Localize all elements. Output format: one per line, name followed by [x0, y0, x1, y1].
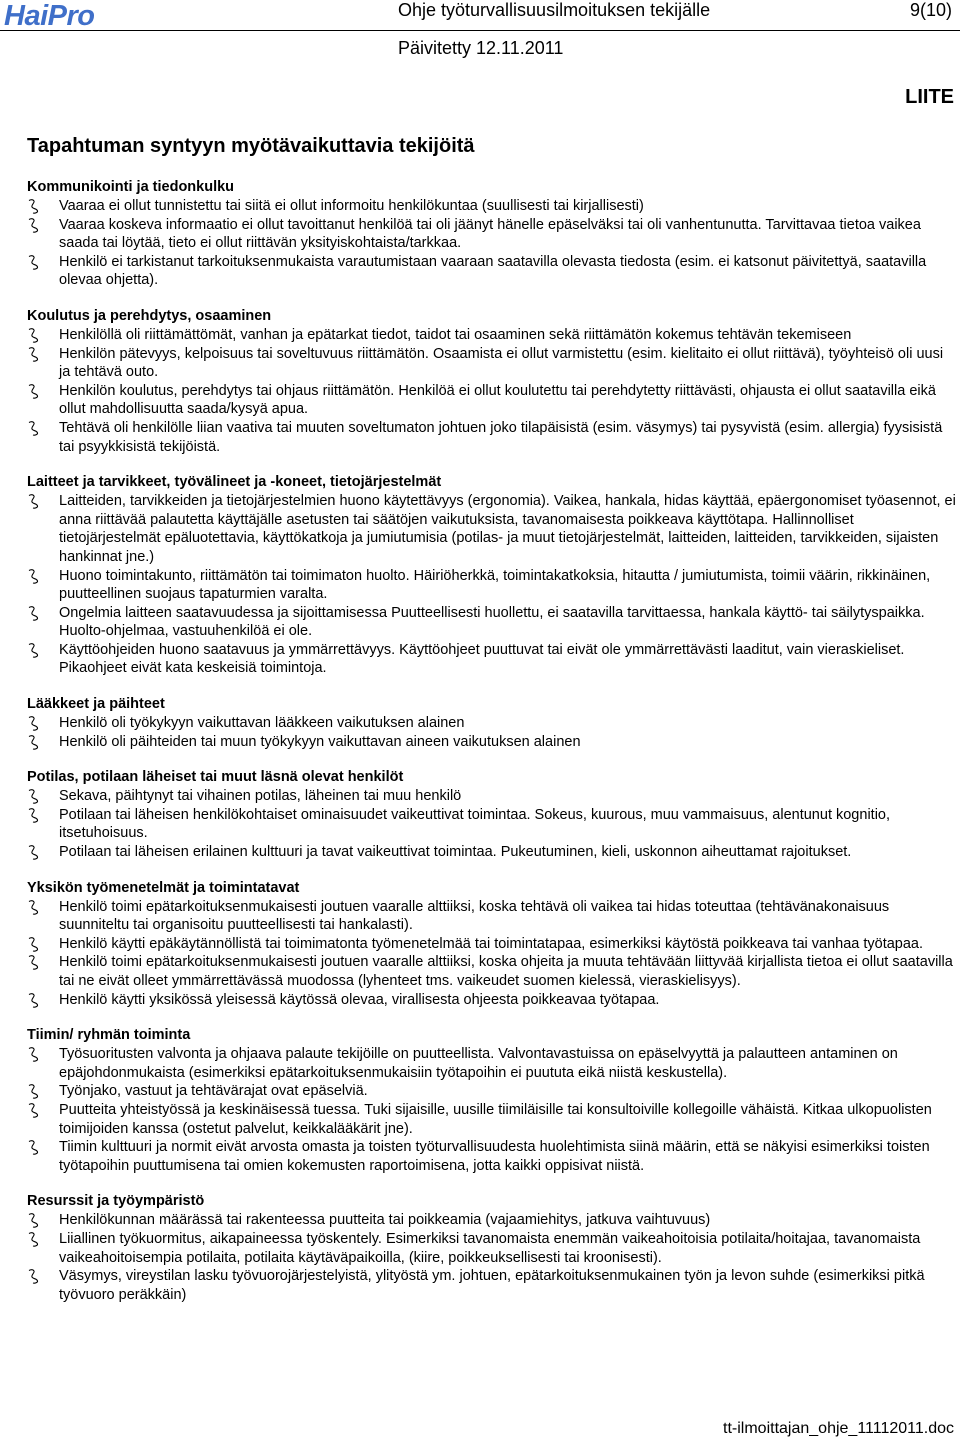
list-item: [27, 197, 957, 216]
list-item: [27, 567, 957, 604]
list-item: [27, 714, 957, 733]
quill-bullet-icon: [28, 1084, 39, 1099]
list-item-text: Henkilö käytti epäkäytännöllistä tai toimimatonta työmenetelmää tai toimintatapaa, esimerkiksi käytöstä poikkeava tai vanhaa työtapaa.: [59, 935, 924, 952]
list-item-text: Henkilö toimi epätarkoituksenmukaisesti joutuen vaaralle alttiiksi, koska tehtävä oli vaikea tai hidas toteuttaa (tehtävänakonaisuus suunniteltu tai organisoitu puutteellisesti tai hankalasti).: [59, 898, 890, 934]
list-item: [27, 787, 957, 806]
bullet-list: [27, 714, 957, 751]
list-item: [27, 991, 957, 1010]
list-item-text: Väsymys, vireystilan lasku työvuorojärjestelyistä, ylityöstä ym. johtuen, epätarkoituksenmukainen työn ja levon suhde (esimerkiksi pitkä työvuoro peräkkäin): [59, 1268, 925, 1303]
list-item-text: Puutteita yhteistyössä ja keskinäisessä tuessa. Tuki sijaisille, uusille tiimiläisille tai konsultoiville kollegoille vähäistä. Kitkaa ulkopuolisten toimijoiden kanssa (ostetut palvelut, keikkalääkärit jne).: [59, 1101, 932, 1137]
list-item: [27, 345, 957, 382]
list-item: [27, 216, 957, 253]
list-item-text: Työnjako, vastuut ja tehtävärajat ovat epäselviä.: [59, 1083, 368, 1100]
quill-bullet-icon: [28, 937, 39, 952]
section-heading: Resurssit ja työympäristö: [27, 1193, 205, 1210]
bullet-list: [27, 898, 957, 1010]
section: [27, 695, 957, 751]
page-number: 9(10): [909, 0, 952, 20]
list-item: [27, 492, 957, 566]
quill-bullet-icon: [28, 328, 39, 343]
quill-bullet-icon: [28, 955, 39, 970]
section: [27, 1192, 957, 1304]
list-item: [27, 419, 957, 456]
page-title: Tapahtuman syntyyn myötävaikuttavia tekijöitä: [27, 135, 475, 157]
section-heading: Laitteet ja tarvikkeet, työvälineet ja -koneet, tietojärjestelmät: [27, 474, 442, 491]
list-item-text: Henkilö toimi epätarkoituksenmukaisesti joutuen vaaralle alttiiksi, koska ohjeita ja muuta tehtävään liittyvää kirjallista tietoa ei ollut saatavilla tai ne eivät olleet ymmärrettävässä muodossa (lyhenteet tms. vaikeudet suomen kielessä, vieraskielisyys).: [59, 954, 953, 989]
section-heading: Potilas, potilaan läheiset tai muut läsnä olevat henkilöt: [27, 769, 404, 786]
list-item-text: Henkilön koulutus, perehdytys tai ohjaus riittämätön. Henkilöä ei ollut koulutettu tai perehdytetty riittävästi, ohjausta ei ollut saatavilla eikä ollut mahdollisuutta saada/kysyä apua.: [59, 382, 936, 418]
section: [27, 178, 957, 290]
content: [27, 178, 957, 1321]
list-item: [27, 326, 957, 345]
document-title: Ohje työturvallisuusilmoituksen tekijälle: [398, 0, 711, 20]
section-heading: Tiimin/ ryhmän toiminta: [27, 1027, 191, 1044]
section: [27, 768, 957, 861]
header-divider: [0, 30, 960, 31]
bullet-list: [27, 492, 957, 678]
list-item: [27, 953, 957, 990]
quill-bullet-icon: [28, 993, 39, 1008]
list-item-text: Henkilö oli päihteiden tai muun työkykyyn vaikuttavan aineen vaikutuksen alainen: [59, 733, 581, 750]
quill-bullet-icon: [28, 199, 39, 214]
list-item-text: Henkilö käytti yksikössä yleisessä käytössä olevaa, virallisesta ohjeesta poikkeavaa työtapaa.: [59, 991, 660, 1008]
quill-bullet-icon: [28, 606, 39, 621]
list-item-text: Henkilökunnan määrässä tai rakenteessa puutteita tai poikkeamia (vajaamiehitys, jatkuva vaihtuvuus): [59, 1212, 711, 1229]
quill-bullet-icon: [28, 421, 39, 436]
list-item: [27, 641, 957, 678]
list-item: [27, 1138, 957, 1175]
list-item-text: Tehtävä oli henkilölle liian vaativa tai muuten soveltumaton johtuen joko tilapäisistä (esim. väsymys) tai pysyvistä (esim. allergia) fyysisistä tai psyykkisistä tekijöistä.: [59, 419, 943, 455]
updated-date: Päivitetty 12.11.2011: [398, 38, 564, 58]
quill-bullet-icon: [28, 845, 39, 860]
list-item-text: Henkilön pätevyys, kelpoisuus tai soveltuvuus riittämätön. Osaamista ei ollut varmistettu (esim. kielitaito ei ollut riittävä), työyhteisö oli uusi ja tehtävä outo.: [59, 345, 944, 381]
list-item: [27, 1101, 957, 1138]
list-item-text: Potilaan tai läheisen henkilökohtaiset ominaisuudet vaikeuttivat toimintaa. Sokeus, kuurous, muu vammaisuus, alentunut kognitio, itsetuhoisuus.: [59, 806, 891, 842]
quill-bullet-icon: [28, 384, 39, 399]
haipro-logo: HaiPro: [4, 0, 95, 32]
quill-bullet-icon: [28, 255, 39, 270]
list-item-text: Vaaraa koskeva informaatio ei ollut tavoittanut henkilöä tai oli jäänyt hänelle epäselväksi tai oli vanhentunutta. Tarvittavaa tietoa vaikea saada tai löytää, tieto ei ollut riittävän yksityiskohtaista/tarkkaa.: [59, 216, 921, 252]
list-item-text: Työsuoritusten valvonta ja ohjaava palaute tekijöille on puutteellista. Valvontavastuissa on epäselvyyttä ja palautteen antaminen on epäjohdonmukaista (esimerkiksi epätarkoituksenmukaisiin työtapoihin ei puututa eikä niistä keskustella).: [59, 1046, 898, 1081]
section-heading: Koulutus ja perehdytys, osaaminen: [27, 307, 272, 324]
section: [27, 307, 957, 456]
list-item: [27, 733, 957, 752]
quill-bullet-icon: [28, 789, 39, 804]
section-heading: Kommunikointi ja tiedonkulku: [27, 179, 235, 195]
quill-bullet-icon: [28, 1269, 39, 1284]
list-item-text: Laitteiden, tarvikkeiden ja tietojärjestelmien huono käytettävyys (ergonomia). Vaikea, hankala, hidas käyttää, epäergonomiset työasennot, ei anna riittävää palautetta käyttäjälle asetusten tai säätöjen vaikutuksista, tavanomaisesta poikkeava käyttötapa. Hallinnolliset tietojärjestelmät epäluotettavia, käyttökatkoja ja jumiutumisia (potilas- ja muut tietojärjestelmät, laitteiden, laitteiden, tarvikkeiden, sijaisten hankinnat jne.): [59, 493, 956, 565]
list-item-text: Käyttöohjeiden huono saatavuus ja ymmärrettävyys. Käyttöohjeet puuttuvat tai eivät ole ymmärrettävästi laaditut, vain vieraskieliset. Pikaohjeet eivät kata keskeisiä toimintoja.: [59, 641, 905, 677]
bullet-list: [27, 1211, 957, 1304]
list-item-text: Henkilöllä oli riittämättömät, vanhan ja epätarkat tiedot, taidot tai osaaminen sekä riittämätön kokemus tehtävän tekemiseen: [59, 326, 852, 343]
quill-bullet-icon: [28, 716, 39, 731]
list-item-text: Henkilö oli työkykyyn vaikuttavan lääkkeen vaikutuksen alainen: [59, 715, 465, 732]
list-item-text: Potilaan tai läheisen erilainen kulttuuri ja tavat vaikeuttivat toimintaa. Pukeutuminen, kieli, uskonnon aiheuttamat rajoitukset.: [59, 844, 852, 861]
quill-bullet-icon: [28, 808, 39, 823]
list-item: [27, 1211, 957, 1230]
list-item: [27, 806, 957, 843]
quill-bullet-icon: [28, 643, 39, 658]
bullet-list: [27, 326, 957, 456]
quill-bullet-icon: [28, 1140, 39, 1155]
quill-bullet-icon: [28, 347, 39, 362]
quill-bullet-icon: [28, 1232, 39, 1247]
list-item: [27, 1230, 957, 1267]
section-heading: Lääkkeet ja päihteet: [27, 696, 165, 713]
quill-bullet-icon: [28, 735, 39, 750]
list-item-text: Huono toimintakunto, riittämätön tai toimimaton huolto. Häiriöherkkä, toimintakatkoksia, hitautta / jumiutumista, toimii väärin, rikkinäinen, puutteellinen suojaus tapaturmien varalta.: [59, 567, 931, 603]
bullet-list: [27, 787, 957, 861]
section: [27, 473, 957, 678]
bullet-list: [27, 197, 957, 290]
list-item-text: Ongelmia laitteen saatavuudessa ja sijoittamisessa Puutteellisesti huollettu, ei saatavilla tarvittaessa, hankala käyttö- tai säilytyspaikka. Huolto-ohjelmaa, vastuuhenkilöä ei ole.: [59, 604, 925, 640]
list-item-text: Vaaraa ei ollut tunnistettu tai siitä ei ollut informoitu henkilökuntaa (suullisesti tai kirjallisesti): [59, 198, 644, 214]
list-item: [27, 1045, 957, 1082]
list-item-text: Liiallinen työkuormitus, aikapaineessa työskentely. Esimerkiksi tavanomaista enemmän vaikeahoitoisia potilaita/hoitajaa, tavanomaista vaikeahoitoisempia potilaita, potilaita käytäväpaikoilla, (kiire, poikkeuksellisesti tai kroonisesti).: [59, 1230, 921, 1266]
quill-bullet-icon: [28, 1103, 39, 1118]
list-item: [27, 382, 957, 419]
list-item: [27, 253, 957, 290]
quill-bullet-icon: [28, 900, 39, 915]
list-item-text: Henkilö ei tarkistanut tarkoituksenmukaista varautumistaan vaaraan saatavilla olevasta tiedosta (esim. ei katsonut päivitettyä, saatavilla olevaa ohjetta).: [59, 253, 927, 289]
section: [27, 879, 957, 1010]
list-item-text: Sekava, päihtynyt tai vihainen potilas, läheinen tai muu henkilö: [59, 788, 462, 805]
list-item-text: Tiimin kulttuuri ja normit eivät arvosta omasta ja toisten työturvallisuudesta huolehtimista siinä määrin, että se näkyisi esimerkiksi toisten työtapoihin puuttumisena tai omien kokemusten raportoimisena, jotta kaikki oppisivat niistä.: [59, 1139, 930, 1174]
section: [27, 1026, 957, 1175]
quill-bullet-icon: [28, 1047, 39, 1062]
section-heading: Yksikön työmenetelmät ja toimintatavat: [27, 879, 300, 896]
quill-bullet-icon: [28, 494, 39, 509]
bullet-list: [27, 1045, 957, 1175]
annex-label: LIITE: [905, 86, 954, 108]
quill-bullet-icon: [28, 218, 39, 233]
footer-filename: tt-ilmoittajan_ohje_11112011.doc: [723, 1420, 954, 1437]
quill-bullet-icon: [28, 1213, 39, 1228]
list-item: [27, 1267, 957, 1304]
quill-bullet-icon: [28, 569, 39, 584]
list-item: [27, 898, 957, 935]
list-item: [27, 843, 957, 862]
list-item: [27, 1082, 957, 1101]
list-item: [27, 935, 957, 954]
list-item: [27, 604, 957, 641]
